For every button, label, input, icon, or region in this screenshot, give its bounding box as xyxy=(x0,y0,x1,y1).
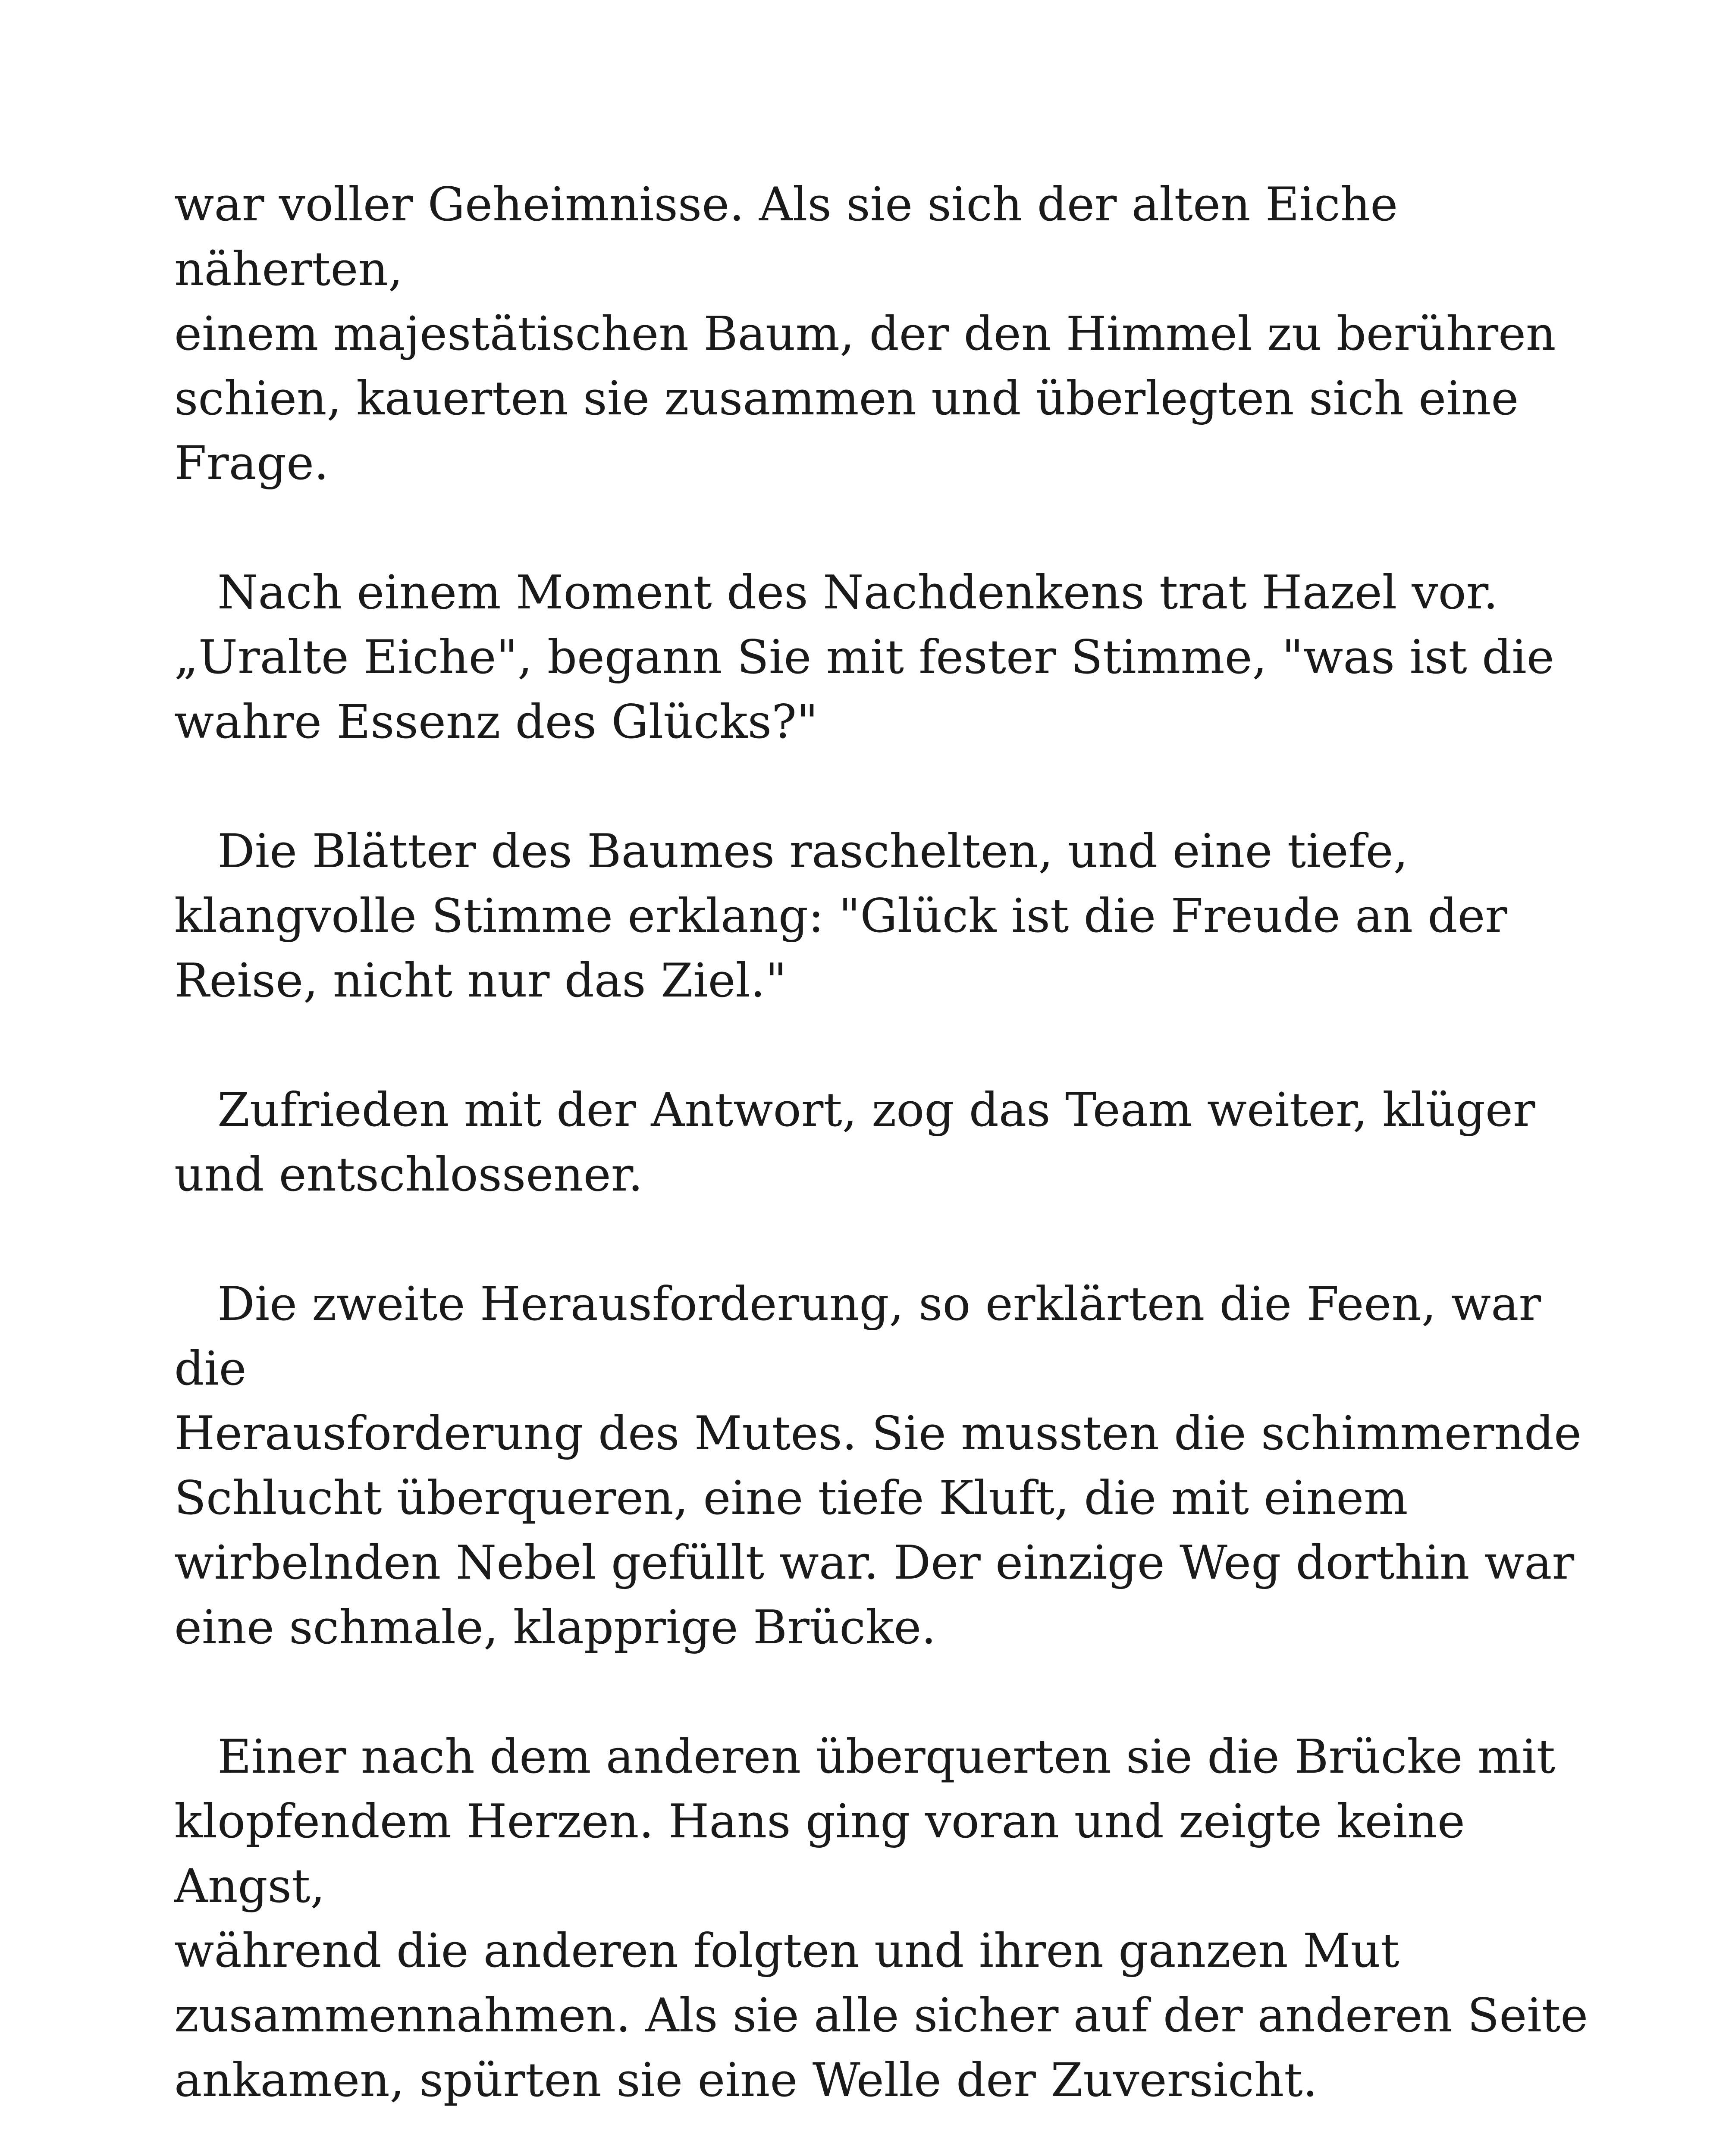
paragraph: Die zweite Herausforderung, so erklärten die Feen, war die Herausforderung des Mutes. Sie mussten die schimmernde Schlucht überqueren, eine tiefe Kluft, die mit einem wirbelnden Nebel gefüllt war. Der einzige Weg dorthin war eine schmale, klapprige Brücke. xyxy=(174,1277,1581,1655)
paragraph: Die Blätter des Baumes raschelten, und eine tiefe, klangvolle Stimme erklang: "Glück ist die Freude an der Reise, nicht nur das Ziel." xyxy=(174,824,1508,1008)
paragraph: Nach einem Moment des Nachdenkens trat Hazel vor. „Uralte Eiche", begann Sie mit fester Stimme, "was ist die wahre Essenz des Glücks?" xyxy=(174,566,1554,749)
paragraph: Zufrieden mit der Antwort, zog das Team weiter, klüger und entschlossener. xyxy=(174,1083,1535,1202)
body-text xyxy=(174,172,1615,2156)
paragraph: Einer nach dem anderen überquerten sie die Brücke mit klopfendem Herzen. Hans ging voran und zeigte keine Angst, während die anderen folgten und ihren ganzen Mut zusammennahmen. Als sie alle sicher auf der anderen Seite ankamen, spürten sie eine Welle der Zuversicht. xyxy=(174,1730,1588,2107)
paragraph-continuation: war voller Geheimnisse. Als sie sich der alten Eiche näherten, einem majestätischen Baum, der den Himmel zu berühren schien, kauerten sie zusammen und überlegten sich eine Frage. xyxy=(174,178,1556,490)
